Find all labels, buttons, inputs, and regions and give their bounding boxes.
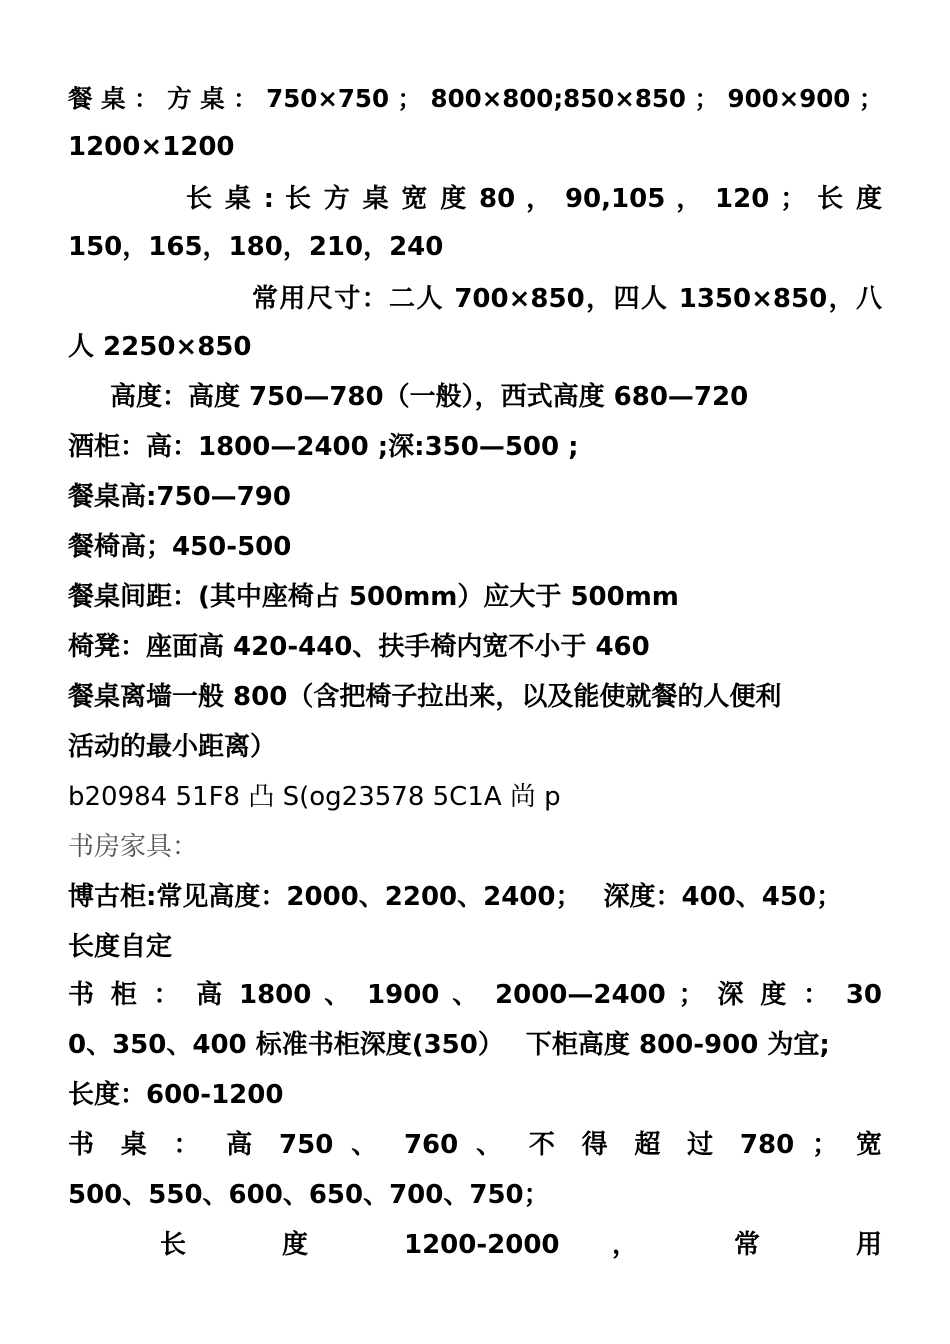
text-line: 餐桌离墙一般 800（含把椅子拉出来，以及能使就餐的人便利 <box>68 682 782 712</box>
text-line: 书 桌 ： 高 750 、 760 、 不 得 超 过 780 ； 宽 <box>68 1130 882 1160</box>
text-line: 常用尺寸：二人 700×850，四人 1350×850，八 <box>252 284 882 314</box>
text-line: 长 度 1200-2000 ， 常 用 <box>160 1230 882 1260</box>
text-line: 活动的最小距离） <box>68 732 277 762</box>
text-line: 书 柜 ： 高 1800 、 1900 、 2000—2400 ； 深 度 ： 30 <box>68 980 882 1010</box>
text-line: 长度：600-1200 <box>68 1080 284 1110</box>
text-line: 150，165，180，210，240 <box>68 232 444 262</box>
text-line: 餐 桌 ： 方 桌 ： 750×750 ； 800×800;850×850 ； 900×900 ； <box>68 84 884 113</box>
text-line: 长 桌 : 长 方 桌 宽 度 80 ， 90,105 ， 120 ； 长 度 <box>186 184 882 214</box>
text-line: 人 2250×850 <box>68 332 252 362</box>
text-line: 博古柜:常见高度：2000、2200、2400； 深度：400、450； <box>68 882 843 912</box>
text-line: 0、350、400 标准书柜深度(350） 下柜高度 800-900 为宜; <box>68 1030 830 1060</box>
text-line: 1200×1200 <box>68 132 235 162</box>
text-line: 高度：高度 750—780（一般），西式高度 680—720 <box>110 382 749 412</box>
text-line: 餐桌高:750—790 <box>68 482 291 512</box>
text-line: 长度自定 <box>68 932 173 962</box>
text-line: 500、550、600、650、700、750； <box>68 1180 550 1210</box>
text-line: 椅凳：座面高 420-440、扶手椅内宽不小于 460 <box>68 632 650 662</box>
text-line: 餐椅高；450-500 <box>68 532 292 562</box>
text-line: 酒柜：高：1800—2400 ;深:350—500 ; <box>68 432 579 462</box>
section-heading: 书房家具： <box>68 832 199 862</box>
text-line: 餐桌间距：(其中座椅占 500mm）应大于 500mm <box>68 582 679 612</box>
text-line: b20984 51F8 凸 S(og23578 5C1A 尚 p <box>68 782 561 812</box>
